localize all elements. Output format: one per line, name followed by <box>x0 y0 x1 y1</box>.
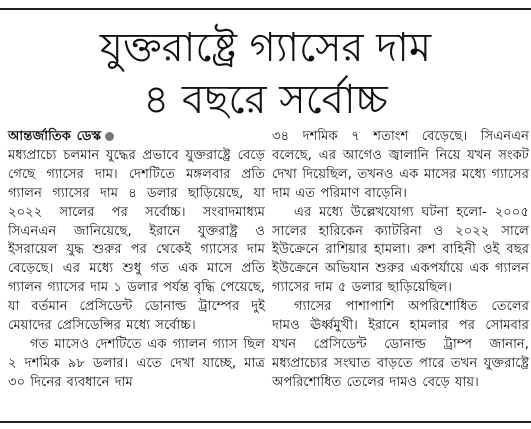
bottom-rule <box>0 421 531 423</box>
article-column-left <box>8 128 265 393</box>
headline-line-2: ৪ বছরে সর্বোচ্চ <box>143 77 388 123</box>
article-column-right <box>272 128 529 393</box>
dateline-bullet-icon <box>105 132 114 141</box>
article-paragraph: গত মাসেও দেশটিতে এক গ্যালন গ্যাস ছিল ২ দশমিক ৯৮ ডলার। এতে দেখা যাচ্ছে, মাত্র ৩০ দিনের ব্যবধানে দাম <box>8 336 265 390</box>
headline-line-1: যুক্তরাষ্ট্রে গ্যাসের দাম <box>99 25 432 71</box>
headline <box>0 22 531 126</box>
article-paragraph <box>8 128 265 147</box>
article-paragraph: ৩৪ দশমিক ৭ শতাংশ বেড়েছে। সিএনএন বলেছে, এর আগেও জ্বালানি নিয়ে যখন সংকট দেখা দিয়েছিল, তখনও এক মাসের মধ্যে গ্যাসের দাম এত পরিমাণ বাড়েনি। <box>272 129 529 201</box>
article-paragraph: এর মধ্যে উল্লেখযোগ্য ঘটনা হলো- ২০০৫ সালের হারিকেন ক্যাটরিনা ও ২০২২ সালে ইউক্রেনে রাশিয়ার হামলা। রুশ বাহিনী ওই বছর ইউক্রেনে অভিযান শুরুর একপর্যায়ে এক গ্যালন গ্যাসের দাম ৫ ডলার ছাড়িয়েছিল। <box>272 204 529 296</box>
article-paragraph: গ্যাসের পাশাপাশি অপরিশোধিত তেলের দামও ঊর্ধ্বমুখী। ইরানে হামলার পর সোমবার যখন প্রেসিডেন্ট ডোনাল্ড ট্রাম্প জানান, মধ্যপ্রাচ্যের সংঘাত বাড়তে পারে তখন যুক্তরাষ্ট্রে অপরিশোধিত তেলের দামও বেড়ে যায়। <box>272 299 529 390</box>
dateline: আন্তর্জাতিক ডেস্ক <box>8 129 102 144</box>
top-rule <box>0 8 531 10</box>
article-paragraph: মধ্যপ্রাচ্যে চলমান যুদ্ধের প্রভাবে যুক্তরাষ্ট্রে বেড়ে গেছে গ্যাসের দাম। দেশটিতে মঙ্গলবার প্রতি গ্যালন গ্যাসের দাম ৪ ডলার ছাড়িয়েছে, যা ২০২২ সালের পর সর্বোচ্চ। সংবাদমাধ্যম সিএনএন জানিয়েছে, ইরানে যুক্তরাষ্ট্র ও ইসরায়েল যুদ্ধ শুরুর পর থেকেই গ্যাসের দাম বেড়েছে। এর মধ্যে শুধু গত এক মাসে প্রতি গ্যালন গ্যাসের দাম ১ ডলার পর্যন্ত বৃদ্ধি পেয়েছে, যা বর্তমান প্রেসিডেন্ট ডোনাল্ড ট্রাম্পের দুই মেয়াদের প্রেসিডেন্সির মধ্যে সর্বোচ্চ। <box>8 147 265 334</box>
